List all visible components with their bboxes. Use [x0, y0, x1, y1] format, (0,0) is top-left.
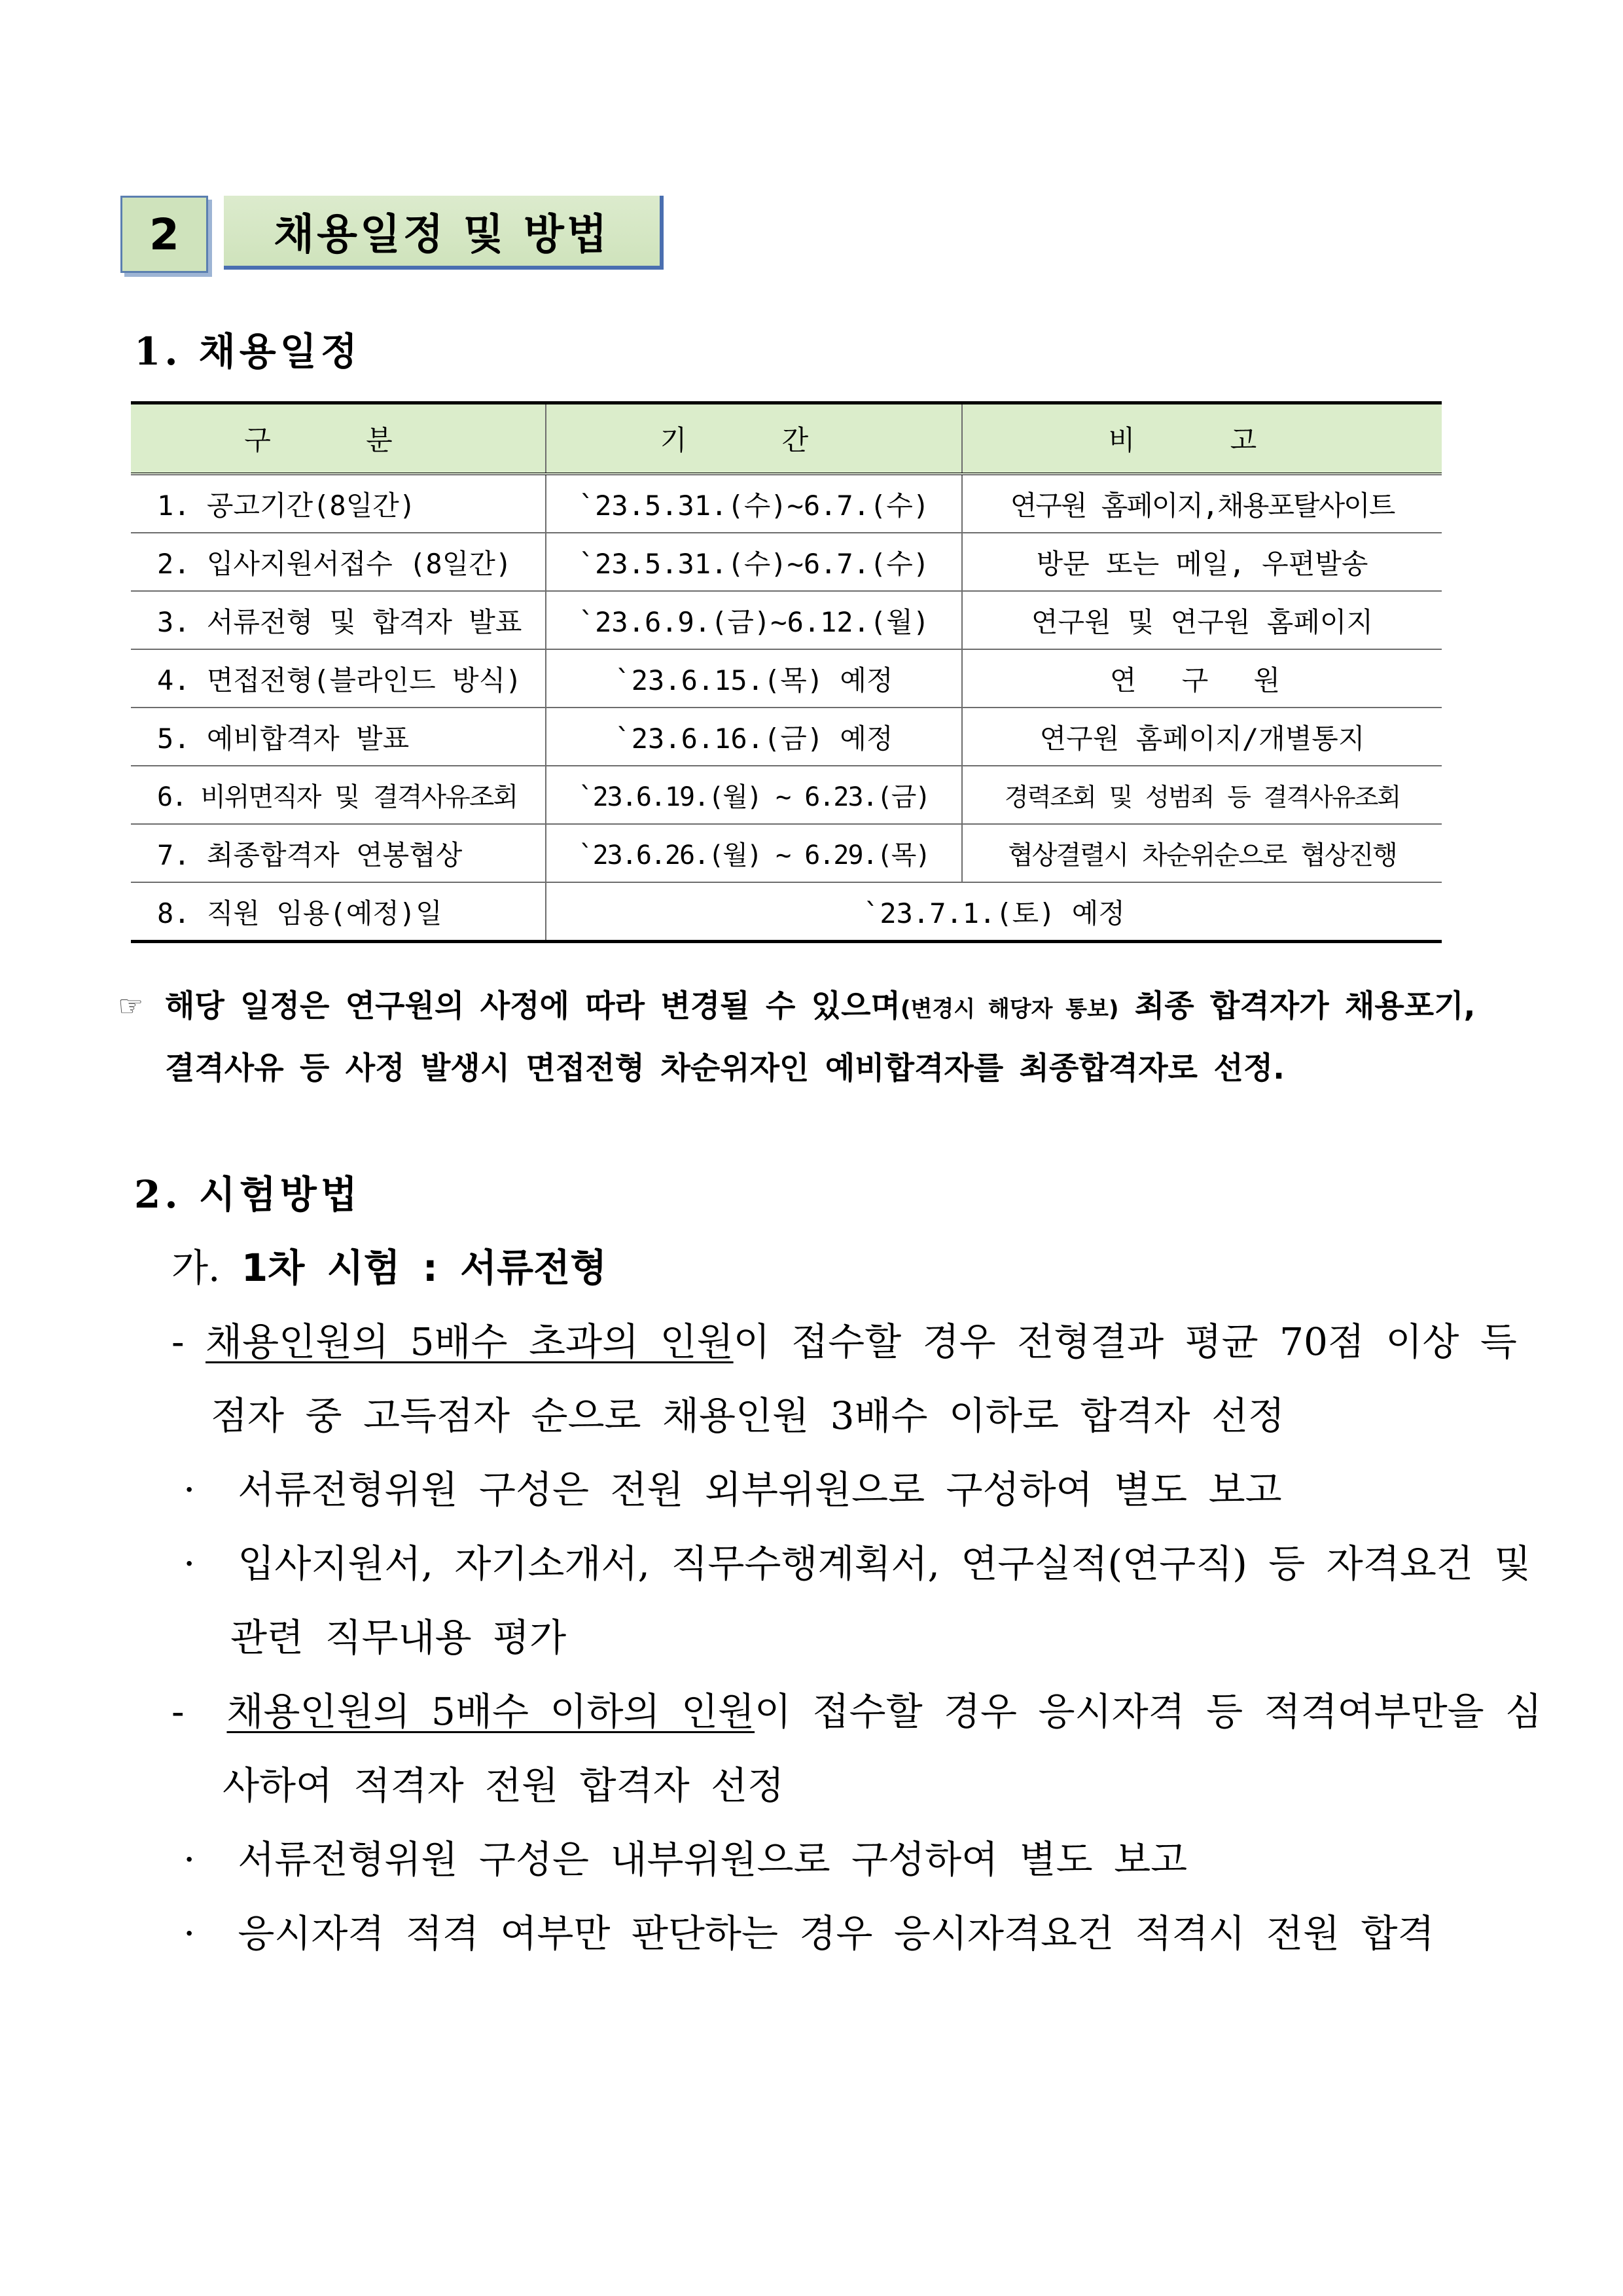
item2-line: - 채용인원의 5배수 이하의 인원이 접수할 경우 응시자격 등 적격여부만을 심 [171, 1689, 1543, 1734]
row-period: `23.5.31.(수)~6.7.(수) [546, 533, 962, 591]
item2-bullet-1: · 서류전형위원 구성은 내부위원으로 구성하여 별도 보고 [183, 1837, 1188, 1882]
row-period-merged: `23.7.1.(토) 예정 [546, 882, 1442, 942]
row-note: 연구원 홈페이지/개별통지 [962, 708, 1442, 766]
table-row [131, 708, 1442, 766]
row-note: 연 구 원 [962, 649, 1442, 708]
table-row [131, 766, 1442, 824]
schedule-heading: 1. 채용일정 [134, 329, 361, 374]
section-number-box [120, 196, 208, 273]
row-note: 연구원 홈페이지,채용포탈사이트 [962, 474, 1442, 533]
row-item: 3. 서류전형 및 합격자 발표 [131, 591, 546, 649]
row-period: `23.6.19.(월) ~ 6.23.(금) [546, 766, 962, 824]
method-heading: 2. 시험방법 [134, 1172, 361, 1217]
row-item: 5. 예비합격자 발표 [131, 708, 546, 766]
column-header-category: 구 분 [131, 403, 546, 475]
table-header-row [131, 403, 1442, 475]
row-period: `23.6.16.(금) 예정 [546, 708, 962, 766]
row-period: `23.6.15.(목) 예정 [546, 649, 962, 708]
section-title-box [224, 196, 664, 270]
note-small-text: (변경시 해당자 통보) [900, 996, 1119, 1022]
column-header-period: 기 간 [546, 403, 962, 475]
section-number: 2 [149, 209, 179, 260]
item1-bullet-2: · 입사지원서, 자기소개서, 직무수행계획서, 연구실적(연구직) 등 자격요건 및 [183, 1541, 1531, 1586]
table-row [131, 649, 1442, 708]
column-header-note: 비 고 [962, 403, 1442, 475]
table-row [131, 882, 1442, 942]
table-row [131, 824, 1442, 882]
note-line-1: 해당 일정은 연구원의 사정에 따라 변경될 수 있으며(변경시 해당자 통보) 최종 합격자가 채용포기, [165, 988, 1476, 1024]
pointing-hand-icon: ☞ [118, 990, 144, 1023]
method-subtitle: 1차 시험 : 서류전형 [241, 1246, 607, 1290]
row-period: `23.5.31.(수)~6.7.(수) [546, 474, 962, 533]
row-note: 협상결렬시 차순위순으로 협상진행 [962, 824, 1442, 882]
table-row [131, 533, 1442, 591]
row-note: 방문 또는 메일, 우편발송 [962, 533, 1442, 591]
row-item: 7. 최종합격자 연봉협상 [131, 824, 546, 882]
row-note: 연구원 및 연구원 홈페이지 [962, 591, 1442, 649]
row-item: 8. 직원 임용(예정)일 [131, 882, 546, 942]
section-title: 채용일정 및 방법 [274, 210, 610, 259]
item1-bullet-2-continuation: 관련 직무내용 평가 [230, 1615, 567, 1660]
item1-continuation: 점자 중 고득점자 순으로 채용인원 3배수 이하로 합격자 선정 [211, 1393, 1285, 1438]
table-row [131, 591, 1442, 649]
row-note: 경력조회 및 성범죄 등 결격사유조회 [962, 766, 1442, 824]
table-row [131, 474, 1442, 533]
item1-underlined: 채용인원의 5배수 초과의 인원 [205, 1319, 734, 1364]
item2-bullet-2: · 응시자격 적격 여부만 판단하는 경우 응시자격요건 적격시 전원 합격 [183, 1911, 1435, 1956]
row-item: 4. 면접전형(블라인드 방식) [131, 649, 546, 708]
method-subheading: 가. 1차 시험 : 서류전형 [171, 1246, 607, 1290]
item1-line: - 채용인원의 5배수 초과의 인원이 접수할 경우 전형결과 평균 70점 이상 득 [171, 1319, 1517, 1364]
row-item: 2. 입사지원서접수 (8일간) [131, 533, 546, 591]
item2-underlined: 채용인원의 5배수 이하의 인원 [226, 1689, 755, 1734]
item1-bullet-1: · 서류전형위원 구성은 전원 외부위원으로 구성하여 별도 보고 [183, 1467, 1282, 1512]
row-period: `23.6.9.(금)~6.12.(월) [546, 591, 962, 649]
row-item: 1. 공고기간(8일간) [131, 474, 546, 533]
row-item: 6. 비위면직자 및 결격사유조회 [131, 766, 546, 824]
row-period: `23.6.26.(월) ~ 6.29.(목) [546, 824, 962, 882]
item2-continuation: 사하여 적격자 전원 합격자 선정 [223, 1763, 785, 1808]
note-line-2: 결격사유 등 사정 발생시 면접전형 차순위자인 예비합격자를 최종합격자로 선정. [165, 1050, 1285, 1086]
schedule-table [131, 401, 1442, 943]
